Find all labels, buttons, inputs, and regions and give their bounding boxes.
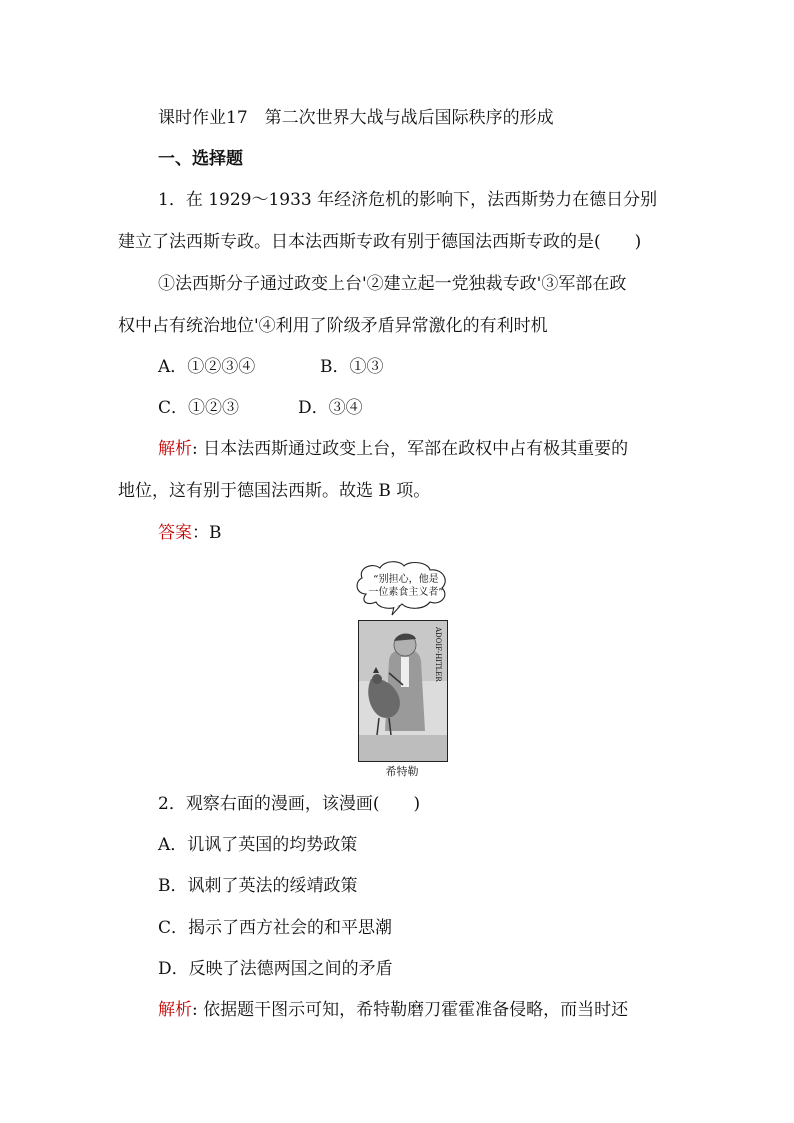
q1-answer bbox=[158, 521, 222, 545]
q1-options-line1: ①法西斯分子通过政变上台'②建立起一党独裁专政'③军部在政 bbox=[158, 274, 627, 294]
answer-label: 答案 bbox=[158, 523, 192, 543]
q2-choice-a: A．讥讽了英国的均势政策 bbox=[158, 835, 358, 855]
bubble-text bbox=[368, 573, 444, 599]
q1-choice-a: A．①②③④ bbox=[158, 357, 256, 377]
q1-choice-b: B．①③ bbox=[320, 357, 384, 377]
q1-stem-line1: 1．在 1929～1933 年经济危机的影响下，法西斯势力在德日分别 bbox=[158, 190, 658, 210]
q2-stem: 2．观察右面的漫画，该漫画( ) bbox=[158, 794, 421, 814]
q1-options-line2: 权中占有统治地位'④利用了阶级矛盾异常激化的有利时机 bbox=[118, 316, 548, 336]
answer-value: ：B bbox=[192, 523, 222, 543]
analysis-text: : 日本法西斯通过政变上台，军部在政权中占有极其重要的 bbox=[192, 439, 629, 459]
analysis-label: 解析 bbox=[158, 1000, 192, 1020]
section-heading: 一、选择题 bbox=[158, 149, 243, 169]
q2-choice-b: B．讽刺了英法的绥靖政策 bbox=[158, 876, 358, 896]
q1-stem-line2: 建立了法西斯专政。日本法西斯专政有别于德国法西斯专政的是( ) bbox=[118, 232, 642, 252]
q1-choice-c: C．①②③ bbox=[158, 398, 240, 418]
page-title: 课时作业17 第二次世界大战与战后国际秩序的形成 bbox=[158, 108, 554, 128]
q2-analysis-line1 bbox=[158, 998, 628, 1022]
cartoon-caption: 希特勒 bbox=[385, 765, 419, 778]
cartoon-figure bbox=[352, 560, 452, 782]
q2-choice-c: C．揭示了西方社会的和平思潮 bbox=[158, 918, 393, 938]
bubble-line2: 一位素食主义者” bbox=[368, 587, 444, 598]
cartoon-photo bbox=[358, 620, 448, 762]
bubble-line1: “别担心，他是 bbox=[373, 574, 439, 585]
analysis-label: 解析 bbox=[158, 439, 192, 459]
q1-analysis-line2: 地位，这有别于德国法西斯。故选 B 项。 bbox=[118, 481, 431, 501]
q2-choice-d: D．反映了法德两国之间的矛盾 bbox=[158, 959, 393, 979]
analysis-text: : 依据题干图示可知，希特勒磨刀霍霍准备侵略，而当时还 bbox=[192, 1000, 629, 1020]
q1-choice-d: D．③④ bbox=[298, 398, 363, 418]
q1-analysis-line1 bbox=[158, 437, 628, 461]
hitler-rooster-illustration bbox=[359, 621, 447, 761]
photo-label: ADOIF-HITLER bbox=[434, 627, 442, 682]
